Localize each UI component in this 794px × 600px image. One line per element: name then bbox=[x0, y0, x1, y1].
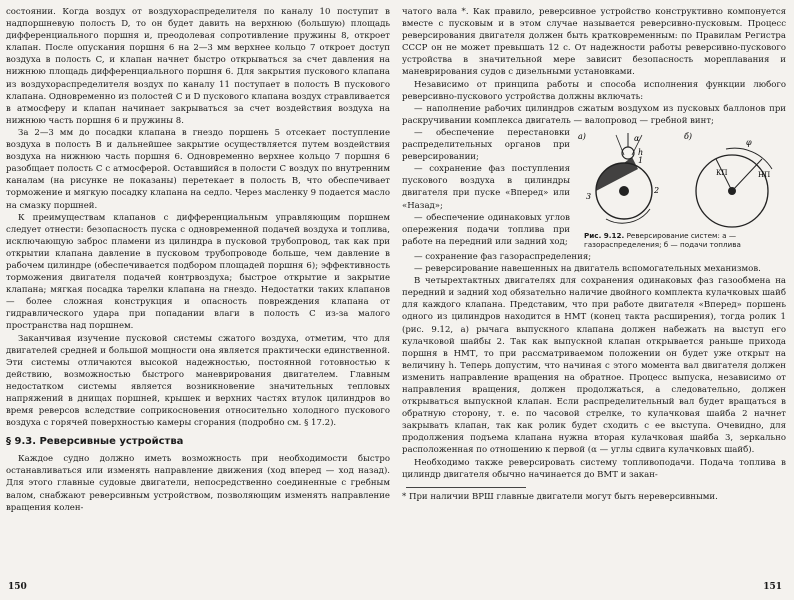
fig-label-1: 1 bbox=[638, 155, 644, 165]
fig-label-a: а) bbox=[578, 131, 586, 141]
page-number-right: 151 bbox=[763, 582, 782, 592]
paragraph: К преимуществам клапанов с дифференциальным управляющим поршнем следует отнести: безопасность пуска с одновременной подачей воздуха и топлива, исключающую заброс пламени из цилиндра в пусковой трубопровод, так как при открытии клапана давление в пусковом трубопроводе больше, чем давление в рабочем цилиндре (обеспечивается подбором площадей поршня 6); эффективность торможения двигателя подачей контрвоздуха; быстрое открытие и закрытие клапана; мягкая посадка тарелки клапана на гнездо. Недостатки таких клапанов — более сложная конструкция и опасность повреждения клапана от гидравлического удара при попадании влаги в полость C из-за малого пространства над поршнем. bbox=[6, 212, 390, 332]
left-page-text-top bbox=[6, 6, 390, 429]
figure-9-12 bbox=[576, 129, 786, 249]
paragraph: — сохранение фаз газораспределения; bbox=[414, 251, 592, 262]
fig-label-np: НП bbox=[758, 170, 771, 179]
figure-drawing bbox=[576, 129, 782, 229]
paragraph: Необходимо также реверсировать систему топливоподачи. Подача топлива в цилиндр двигателя обычно начинается до ВМТ и закан- bbox=[402, 457, 786, 480]
paragraph: Независимо от принципа работы и способа исполнения функции любого реверсивно-пускового устройства должны включать: bbox=[402, 79, 786, 102]
fig-label-2: 2 bbox=[654, 185, 660, 195]
paragraph: — обеспечение одинаковых углов опережения подачи топлива при работе на передний или задний ход; bbox=[402, 212, 570, 247]
left-page-text-bottom bbox=[6, 453, 390, 513]
paragraph: В четырехтактных двигателях для сохранения одинаковых фаз газообмена на передний и задний ход обязательно наличие двойного комплекта кулачковых шайб для каждого клапана. Представим, что при работе двигателя «Вперед» поршень одного из цилиндров находится в НМТ (конец такта расширения), тогда ролик 1 (рис. 9.12, а) рычага выпускного клапана должен набежать на выступ его кулачковой шайбы 2. Так как выпускной клапан открывается раньше прихода поршня в НМТ, то при рассматриваемом положении он будет уже открыт на величину h. Теперь допустим, что начиная с этого момента вал двигателя должен изменить направление вращения на обратное. Процесс выпуска, независимо от направления вращения, должен продолжаться, а следовательно, должен открываться выпускной клапан. Если распределительный вал будет вращаться в обратную сторону, т. е. по часовой стрелке, то кулачковая шайба 2 начнет закрывать клапан, так как ролик будет сходить с ее выступа. Очевидно, для продолжения подъема клапана нужна вторая кулачковая шайба 3, зеркально расположенная по отношению к первой (α — углы сдвига кулачковых шайб). bbox=[402, 276, 786, 456]
section-heading: § 9.3. Реверсивные устройства bbox=[6, 436, 184, 448]
page-number-left: 150 bbox=[8, 582, 27, 592]
roller-1 bbox=[622, 147, 634, 159]
paragraph: Заканчивая изучение пусковой системы сжатого воздуха, отметим, что для двигателей средней и большой мощности она является практически единственной. Эти системы отличаются высокой надежностью, постоянной готовностью к действию, возможностью быстрого маневрирования двигателем. Главным недостатком системы является возникновение значительных тепловых напряжений в днищах поршней, крышек и верхних частях втулок цилиндров во время реверсов вследствие соприкосновения относительно холодного пускового воздуха с горячей поверхностью камеры сгорания (подробно см. § 17.2). bbox=[6, 333, 390, 429]
right-page-text-top bbox=[402, 6, 786, 127]
right-page bbox=[402, 6, 786, 592]
paragraph: — наполнение рабочих цилиндров сжатым воздухом из пусковых баллонов при раскручивании комплекса двигатель — валопровод — гребной винт; bbox=[402, 103, 786, 126]
footnote-rule bbox=[406, 487, 526, 488]
fig-label-3: 3 bbox=[586, 191, 592, 201]
figure-caption-text: Реверсирование систем: а — газораспределения; б — подачи топлива bbox=[584, 230, 741, 249]
paragraph: чатого вала *. Как правило, реверсивное устройство конструктивно компонуется вместе с пусковым и в этом случае называется реверсивно-пусковым. Процесс реверсирования двигателя должен быть кратковременным: по Правилам Регистра СССР он не может превышать 12 с. От надежности работы реверсивно-пускового устройства в значительной мере зависит безопасность мореплавания и маневрирования судов с дизельными установками. bbox=[402, 7, 786, 78]
paragraph: За 2—3 мм до посадки клапана в гнездо поршень 5 отсекает поступление воздуха в полость B и дальнейшее закрытие осуществляется путем воздействия воздуха на нижнюю часть поршня 6. Одновременно верхнее кольцо 7 поршня 6 разобщает полость C с атмосферой. Оставшийся в полости C воздух по внутренним каналам (на рисунке не показаны) перетекает в полость B, что обеспечивает торможение и мягкую посадку клапана на седло. Через масленку 9 подается масло на смазку поршней. bbox=[6, 127, 390, 211]
figure-caption-number: Рис. 9.12. bbox=[584, 230, 625, 240]
right-page-text-middle bbox=[402, 251, 786, 481]
cam-lobe-2 bbox=[596, 157, 638, 191]
footnote: * При наличии ВРШ главные двигатели могут быть нереверсивными. bbox=[402, 491, 718, 502]
paragraph: — обеспечение перестановки распределительных органов при реверсировании; bbox=[402, 127, 570, 163]
figure-caption bbox=[584, 231, 786, 249]
paragraph: — реверсирование навешенных на двигатель вспомогательных механизмов. bbox=[414, 264, 761, 275]
fig-label-phi: φ bbox=[746, 137, 752, 147]
paragraph: состоянии. Когда воздух от воздухораспределителя по каналу 10 поступит в надпоршневую полость D, то он будет давить на верхнюю (большую) площадь дифференциального поршня и, преодолевая сопротивление пружины 8, откроет клапан. После опускания поршня 6 на 2—3 мм верхнее кольцо 7 откроет доступ воздуха в полость C, и клапан начнет быстро открываться за счет давления на нижнюю площадь дифференциального поршня 6. Для закрытия пускового клапана из воздухораспределителя воздух по каналу 11 поступает в полость B пускового клапана. Одновременно из полостей C и D пускового клапана воздух стравливается в атмосферу и клапан начинает закрываться за счет воздействия воздуха на нижнюю часть поршня 6 и пружины 8. bbox=[6, 7, 390, 126]
fig-label-alpha: α bbox=[634, 133, 640, 143]
fig-label-kp: КП bbox=[716, 168, 728, 177]
left-page bbox=[6, 6, 390, 592]
cam-shaft bbox=[619, 186, 629, 196]
paragraph: Каждое судно должно иметь возможность при необходимости быстро останавливаться или изменять направление движения (ход вперед — ход назад). Для этого главные судовые двигатели, непосредственно соединенные с гребным валом, снабжают реверсивным устройством, позволяющим изменять направление вращения колен- bbox=[6, 454, 390, 513]
fig-label-b: б) bbox=[684, 131, 693, 141]
angle-line-left bbox=[616, 135, 624, 155]
fig-label-h: h bbox=[638, 147, 644, 157]
paragraph: — сохранение фаз поступления пускового воздуха в цилиндры двигателя при пуске «Вперед» или «Назад»; bbox=[402, 164, 570, 211]
